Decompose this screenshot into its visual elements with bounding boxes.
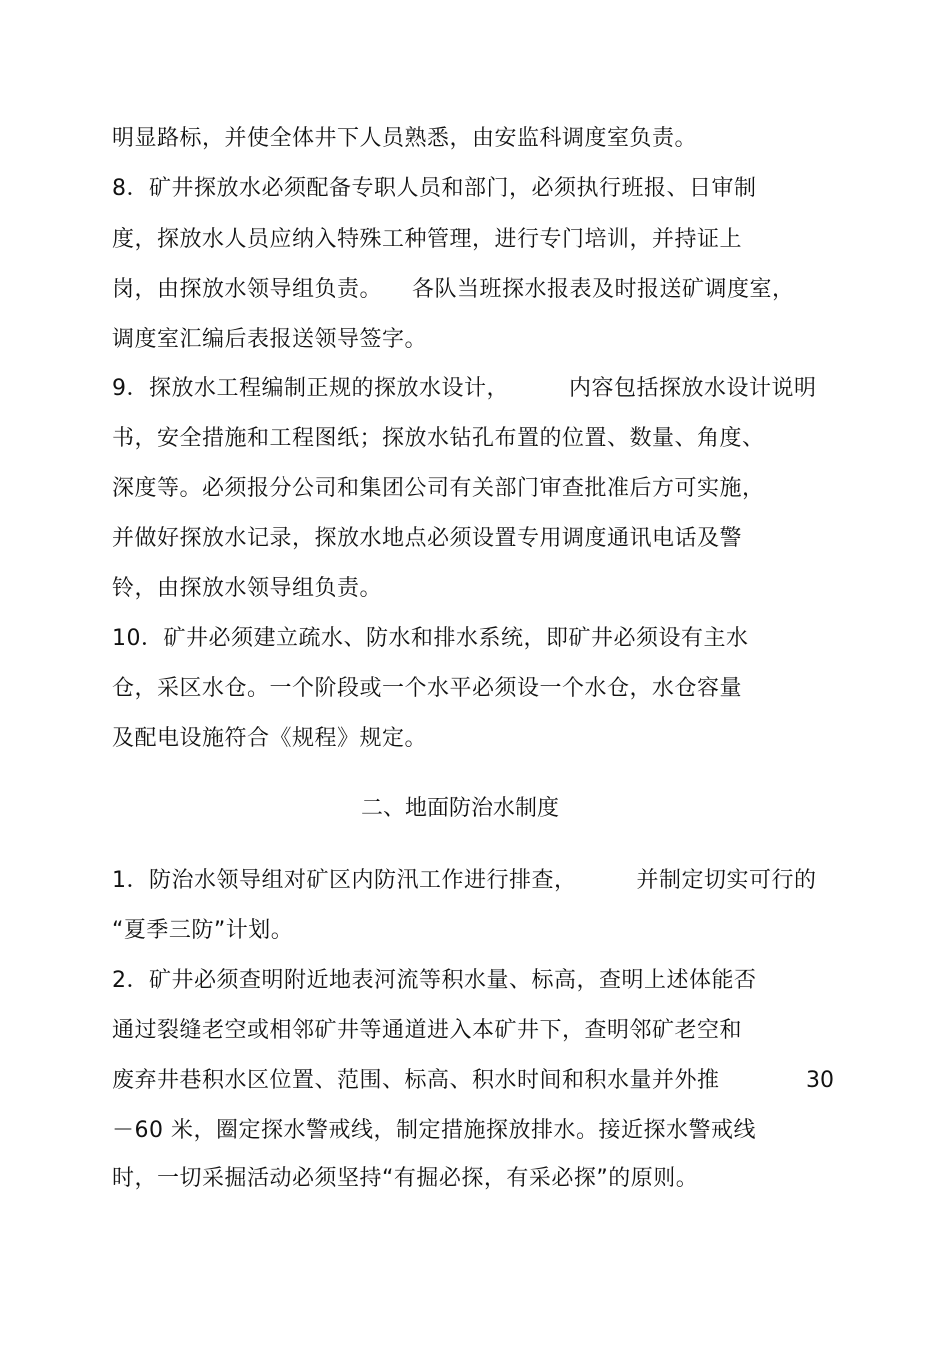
paragraph-line: 10．矿井必须建立疏水、防水和排水系统，即矿井必须设有主水 (112, 626, 749, 651)
paragraph-line: 9．探放水工程编制正规的探放水设计， 内容包括探放水设计说明 (112, 376, 817, 401)
paragraph-line: －60 米，圈定探水警戒线，制定措施探放排水。接近探水警戒线 (112, 1118, 756, 1143)
paragraph-line: 岗，由探放水领导组负责。 各队当班探水报表及时报送矿调度室， (112, 277, 795, 302)
section-heading: 二、地面防治水制度 (360, 796, 559, 821)
paragraph-line: 及配电设施符合《规程》规定。 (112, 726, 428, 751)
paragraph-line: 废弃井巷积水区位置、范围、标高、积水时间和积水量并外推 (112, 1068, 720, 1093)
paragraph-line: 2．矿井必须查明附近地表河流等积水量、标高，查明上述体能否 (112, 968, 757, 993)
paragraph-line: 明显路标，并使全体井下人员熟悉，由安监科调度室负责。 (112, 126, 698, 151)
paragraph-line: “夏季三防”计划。 (112, 918, 294, 943)
paragraph-line: 1．防治水领导组对矿区内防汛工作进行排查， 并制定切实可行的 (112, 868, 817, 893)
paragraph-line: 通过裂缝老空或相邻矿井等通道进入本矿井下，查明邻矿老空和 (112, 1018, 743, 1043)
paragraph-line: 书，安全措施和工程图纸；探放水钻孔布置的位置、数量、角度、 (112, 426, 765, 451)
paragraph-line: 并做好探放水记录，探放水地点必须设置专用调度通讯电话及警 (112, 526, 743, 551)
paragraph-line: 调度室汇编后表报送领导签字。 (112, 327, 428, 352)
paragraph-line: 时，一切采掘活动必须坚持“有掘必探，有采必探”的原则。 (112, 1166, 699, 1191)
paragraph-line: 仓，采区水仓。一个阶段或一个水平必须设一个水仓，水仓容量 (112, 676, 743, 701)
paragraph-line: 深度等。必须报分公司和集团公司有关部门审查批准后方可实施， (112, 476, 765, 501)
paragraph-line: 度，探放水人员应纳入特殊工种管理，进行专门培训，并持证上 (112, 227, 743, 252)
trailing-number: 30 (806, 1068, 834, 1093)
paragraph-line: 铃，由探放水领导组负责。 (112, 576, 383, 601)
paragraph-line: 8．矿井探放水必须配备专职人员和部门，必须执行班报、日审制 (112, 176, 757, 201)
